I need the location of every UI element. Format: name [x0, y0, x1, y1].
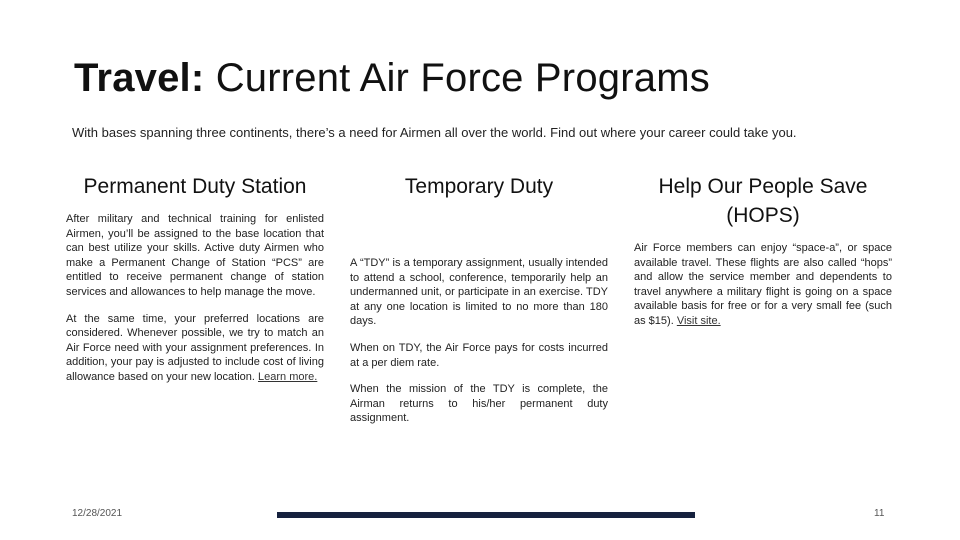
paragraph-text: At the same time, your preferred locations are considered. Whenever possible, we try to match an Air Force need with your assignment preferences. In addition, your pay is adjusted to include cost of living allowance based on your new location.: [66, 312, 324, 383]
column-heading: Permanent Duty Station: [83, 175, 307, 198]
column-permanent-duty-station: [66, 172, 324, 397]
paragraph-with-link: [634, 241, 892, 329]
paragraph: When on TDY, the Air Force pays for costs incurred at a per diem rate.: [350, 341, 608, 369]
paragraph: After military and technical training for enlisted Airmen, you’ll be assigned to the base location that can best utilize your skills. Active duty Airmen who make a Permanent Change of Station “PCS” are entitled to receive permanent change of station services and allowances to help manage the move.: [66, 213, 324, 298]
column-body: [634, 241, 892, 329]
subtitle: With bases spanning three continents, there’s a need for Airmen all over the world. Find out where your career could take you.: [72, 125, 797, 140]
paragraph-with-link: [66, 312, 324, 385]
title-bold: Travel:: [74, 56, 205, 100]
title-rest: Current Air Force Programs: [204, 56, 710, 100]
column-heading: Help Our People Save (HOPS): [658, 175, 868, 227]
visit-site-link[interactable]: Visit site.: [676, 314, 721, 327]
column-temporary-duty: [350, 172, 608, 438]
column-hops: [634, 172, 892, 341]
footer-bar: [277, 512, 695, 518]
paragraph: A “TDY” is a temporary assignment, usually intended to attend a school, conference, temporarily help an undermanned unit, or participate in an exercise. TDY at any one location is limited to no more than 180 days.: [350, 257, 608, 328]
slide-title: [74, 56, 710, 101]
column-heading: Temporary Duty: [404, 175, 554, 198]
learn-more-link[interactable]: Learn more.: [258, 370, 318, 383]
column-body: [350, 256, 608, 426]
page-number: 11: [874, 508, 885, 519]
footer-date: 12/28/2021: [72, 508, 123, 519]
column-body: [66, 212, 324, 385]
paragraph: When the mission of the TDY is complete, the Airman returns to his/her permanent duty assignment.: [350, 383, 608, 425]
paragraph-text: Air Force members can enjoy “space-a”, or space available travel. These flights are also called “hops” and allow the service member and dependents to travel anywhere a military flight is going on a space available basis for free or for a very small fee (such as $15).: [634, 242, 892, 327]
